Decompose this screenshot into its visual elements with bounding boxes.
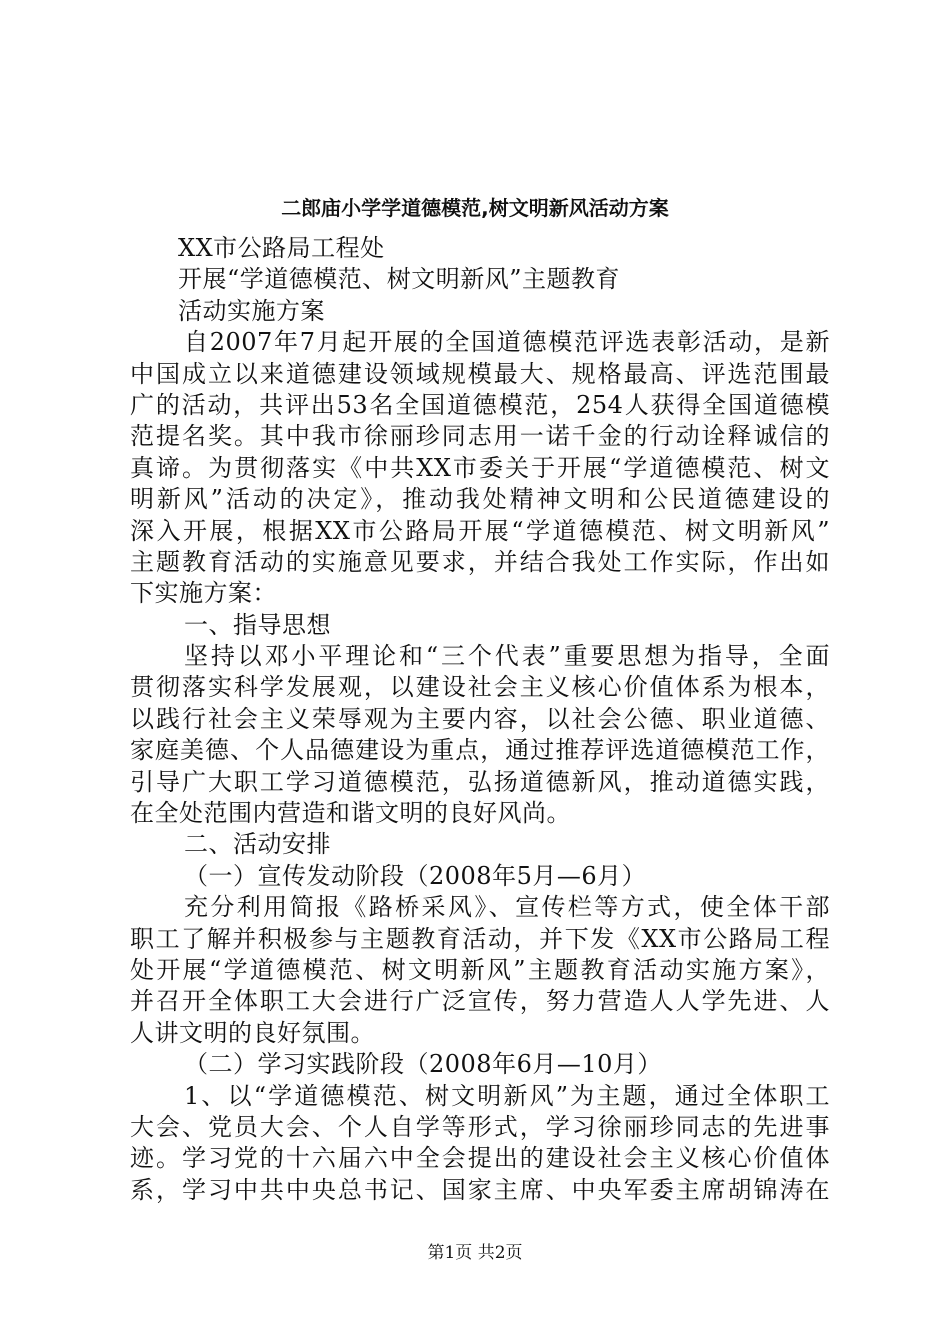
org-name-line: XX市公路局工程处 (178, 234, 385, 262)
paragraph-line: 贯彻落实科学发展观，以建设社会主义核心价值体系为根本， (130, 673, 830, 702)
paragraph-line: 范提名奖。其中我市徐丽珍同志用一诺千金的行动诠释诚信的 (130, 422, 830, 451)
paragraph-line: 广的活动，共评出53名全国道德模范，254人获得全国道德模 (130, 390, 830, 419)
paragraph-line: 明新风”活动的决定》，推动我处精神文明和公民道德建设的 (130, 485, 830, 514)
paragraph-line: 系，学习中共中央总书记、国家主席、中央军委主席胡锦涛在 (130, 1175, 830, 1204)
paragraph-line: 1、以“学道德模范、树文明新风”为主题，通过全体职工 (184, 1081, 830, 1110)
section-heading: 二、活动安排 (184, 830, 331, 859)
paragraph-line: 以践行社会主义荣辱观为主要内容，以社会公德、职业道德、 (130, 704, 830, 733)
document-body (130, 233, 830, 1206)
paragraph-line: 人讲文明的良好氛围。 (130, 1018, 375, 1047)
paragraph-line: 充分利用简报《路桥采风》、宣传栏等方式，使全体干部 (184, 893, 830, 922)
subsection-heading: （一）宣传发动阶段（2008年5月—6月） (184, 861, 647, 890)
paragraph-line: 并召开全体职工大会进行广泛宣传，努力营造人人学先进、人 (130, 987, 830, 1016)
paragraph-line: 深入开展，根据XX市公路局开展“学道德模范、树文明新风” (130, 516, 830, 545)
paragraph-line: 坚持以邓小平理论和“三个代表”重要思想为指导，全面 (184, 642, 830, 671)
document-title: 二郎庙小学学道德模范,树文明新风活动方案 (281, 196, 669, 220)
paragraph-line: 职工了解并积极参与主题教育活动，并下发《XX市公路局工程 (130, 924, 830, 953)
subsection-heading: （二）学习实践阶段（2008年6月—10月） (184, 1050, 662, 1079)
paragraph-line: 主题教育活动的实施意见要求，并结合我处工作实际，作出如 (130, 547, 830, 576)
section-heading: 一、指导思想 (184, 610, 331, 639)
paragraph-line: 下实施方案： (130, 579, 277, 608)
subtitle-line: 活动实施方案 (178, 296, 325, 325)
subtitle-line: 开展“学道德模范、树文明新风”主题教育 (178, 265, 621, 294)
paragraph-line: 自2007年7月起开展的全国道德模范评选表彰活动，是新 (184, 328, 830, 357)
paragraph-line: 迹。学习党的十六届六中全会提出的建设社会主义核心价值体 (130, 1144, 830, 1173)
paragraph-line: 中国成立以来道德建设领域规模最大、规格最高、评选范围最 (130, 359, 830, 388)
paragraph-line: 在全处范围内营造和谐文明的良好风尚。 (130, 799, 571, 828)
paragraph-line: 大会、党员大会、个人自学等形式，学习徐丽珍同志的先进事 (130, 1112, 830, 1141)
paragraph-line: 处开展“学道德模范、树文明新风”主题教育活动实施方案》， (130, 955, 830, 984)
page-footer: 第1页 共2页 (427, 1243, 523, 1263)
paragraph-line: 引导广大职工学习道德模范，弘扬道德新风，推动道德实践， (130, 767, 830, 796)
paragraph-line: 真谛。为贯彻落实《中共XX市委关于开展“学道德模范、树文 (130, 453, 830, 482)
paragraph-line: 家庭美德、个人品德建设为重点，通过推荐评选道德模范工作， (130, 736, 830, 765)
